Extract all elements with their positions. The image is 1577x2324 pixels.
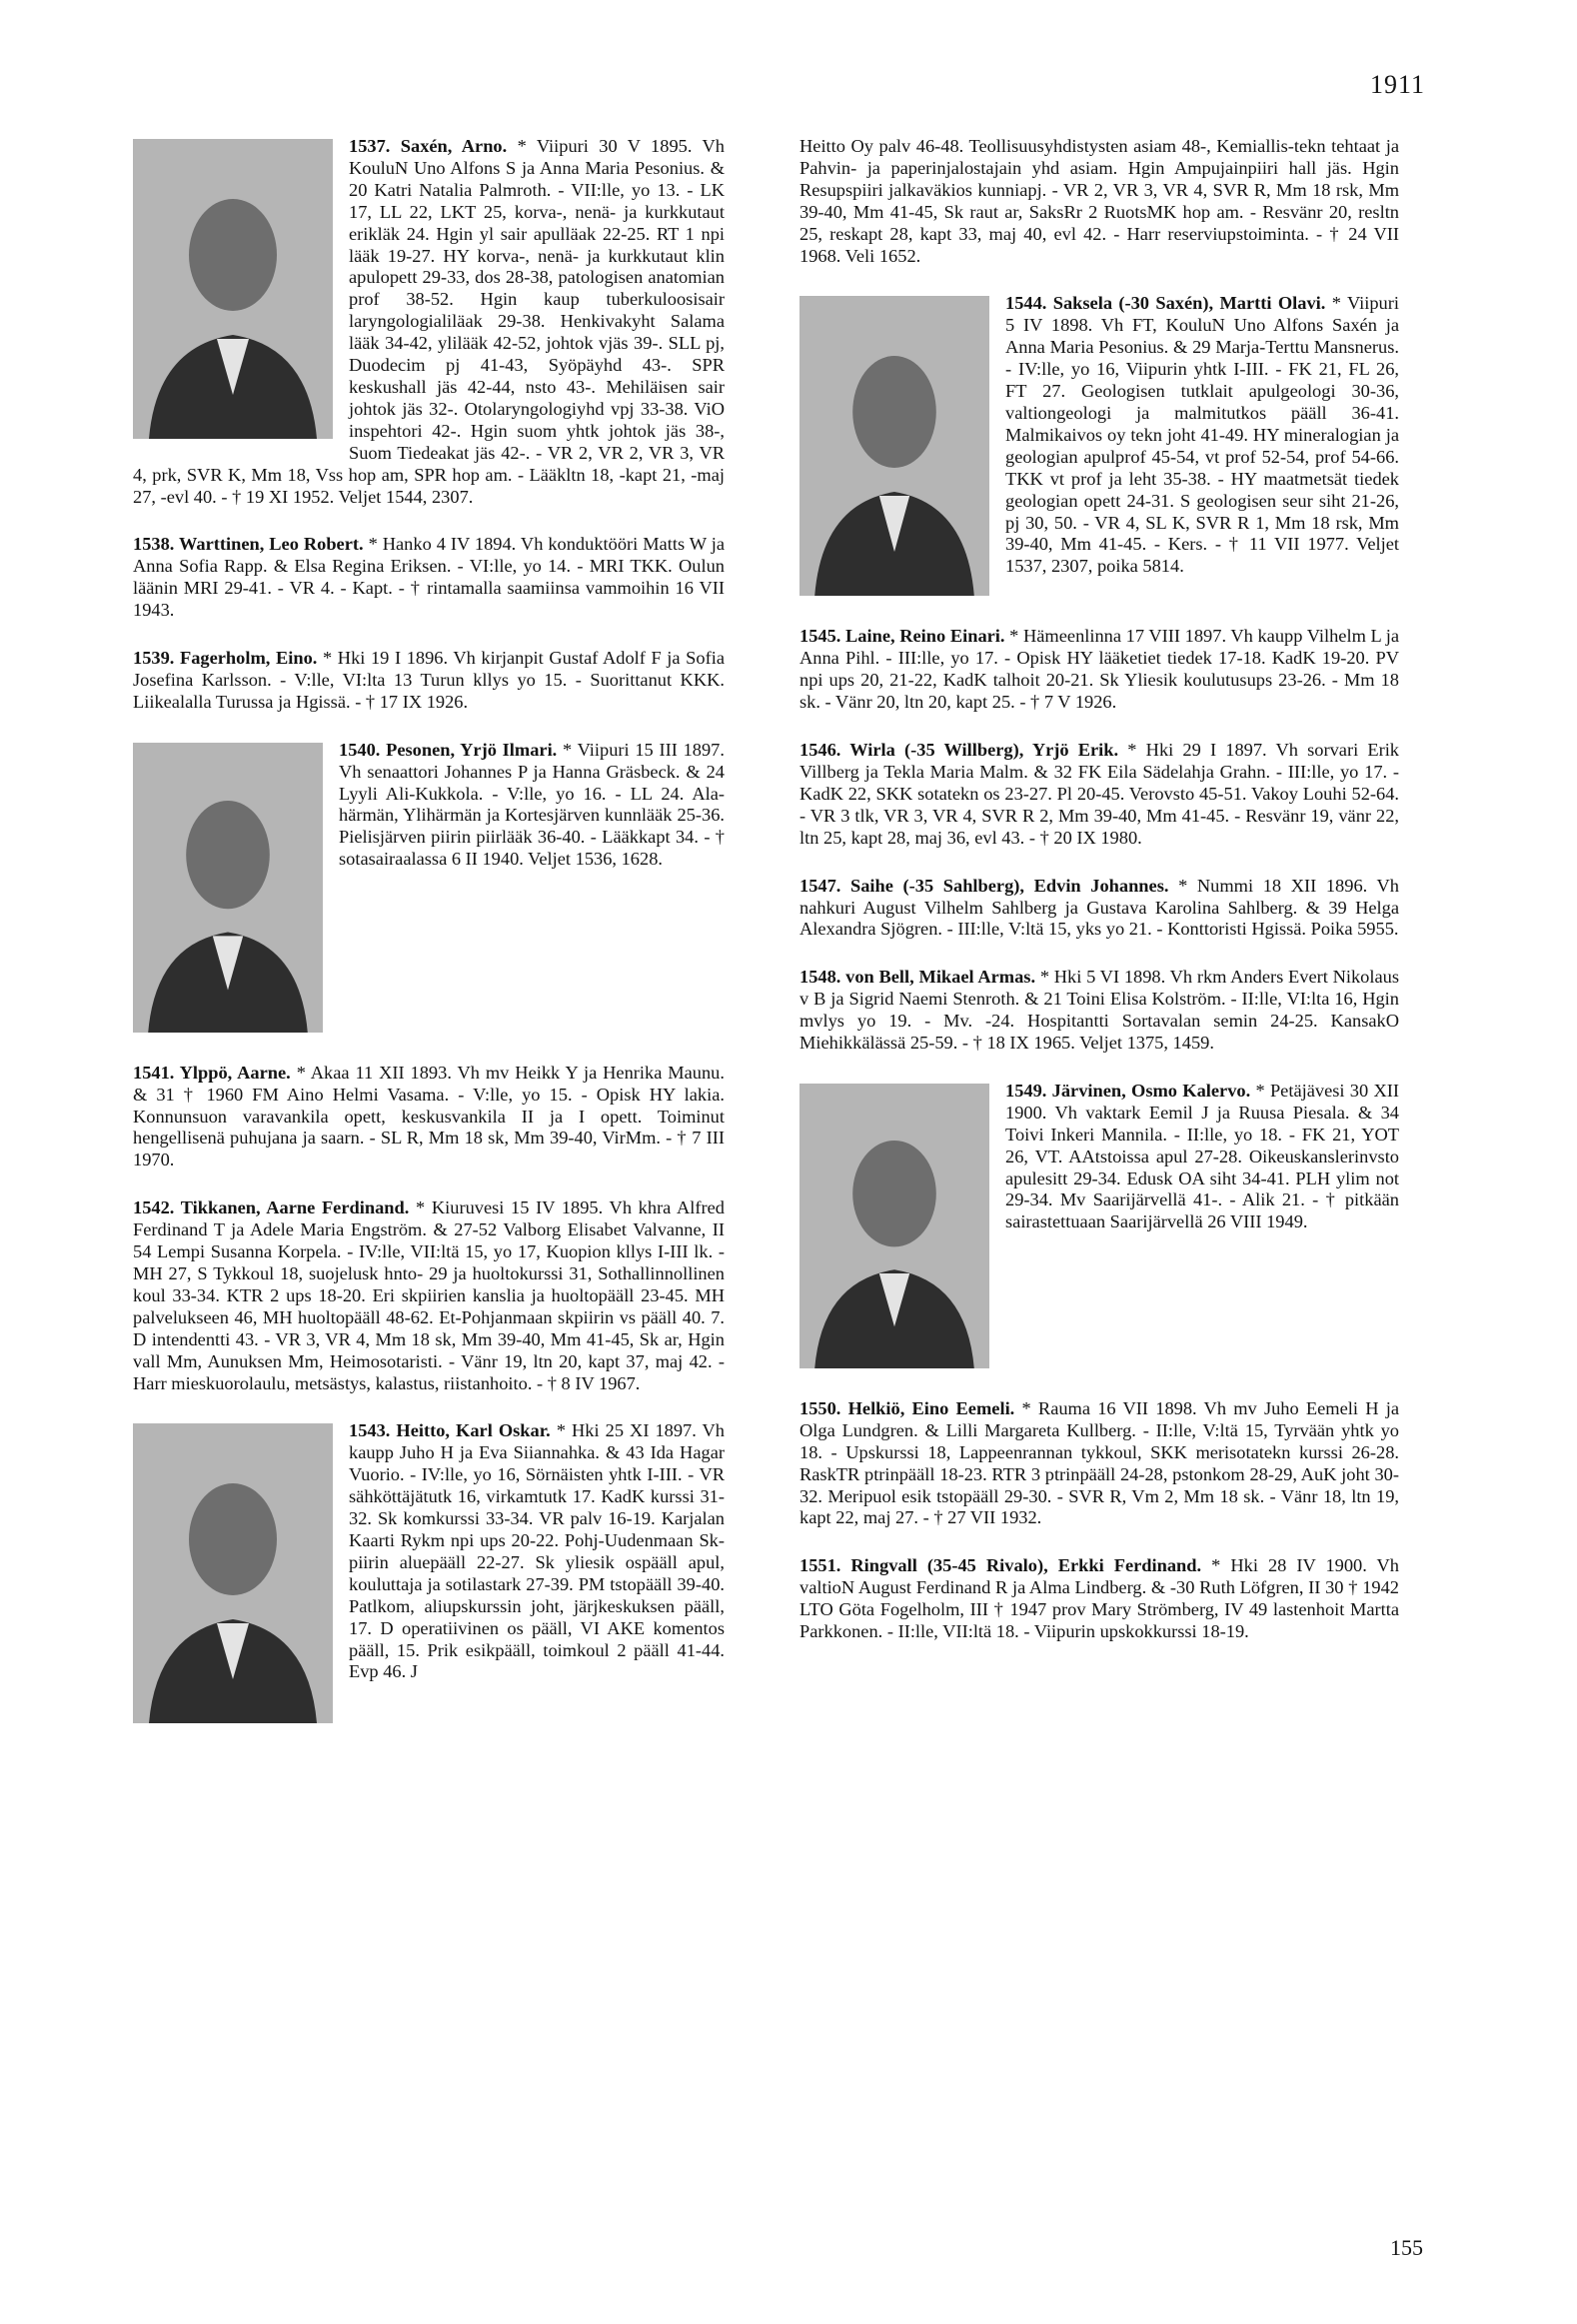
biography-entry xyxy=(133,1420,725,1727)
right-column xyxy=(799,136,1399,1669)
entry-paragraph xyxy=(799,1398,1399,1529)
entry-text: * Hki 25 XI 1897. Vh kaupp Juho H ja Eva Siiannahka. & 43 Ida Hagar Vuorio. - IV:lle, yo 16, Sörnäisten yhtk I-III. - VR sähköttäjätutk 16, virkamtutk 17. KadK kurssi 31-32. Sk komkurssi 33-34. VR palv 16-19. Karjalan Kaarti Rykm npi ups 20-22. Pohj-Uudenmaan Sk-piirin aluepääll 22-27. Sk yliesik ospääll apul, kouluttaja ja sotilastark 27-39. PM tstopääll 39-40. Patlkom, aliupskurssin joht, järjkeskuksen pääll, 17. D operatiivinen os pääll, VI AKE komentos pääll, 15. Prik esikpääll, toimkoul 2 pääll 41-44. Evp 46. J xyxy=(349,1420,725,1682)
portrait-photo xyxy=(799,1084,989,1368)
entry-text: * Viipuri 30 V 1895. Vh KouluN Uno Alfons S ja Anna Maria Pesonius. & 20 Katri Natalia Palmroth. - VII:lle, yo 13. - LK 17, LL 22, LKT 25, korva-, nenä- ja kurkkutaut erikläk 24. Hgin yl sair apulläak 22-25. RT 1 npi lääk 19-27. HY korva-, nenä- ja kurkkutaut klin apulopett 29-33, dos 28-38, patologisen anatomian prof 38-52. Hgin kaup tuberkuloosisair laryngologialiläak 29-38. Henkivakyht Salama lääk 34-42, ylilääk 42-52, johtok vjäs 39-. SLL pj, Duodecim pj 41-43, Syöpäyhd 43-. SPR keskushall jäs 42-44, nsto 43-. Mehiläisen sair johtok jäs 32-. Otolaryngologiyhd vpj 33-38. ViO inspehtori 42-. Hgin suom yhtk johtok jäs 38-, Suom Tiedeakat jäs 42-. - VR 2, VR 2, VR 3, VR 4, prk, SVR K, Mm 18, Vss hop am, SPR hop am. - Lääkltn 18, -kapt 21, -maj 27, -evl 40. - † 19 XI 1952. Veljet 1544, 2307. xyxy=(133,136,725,507)
entry-heading: 1550. Helkiö, Eino Eemeli. xyxy=(799,1397,1015,1418)
entry-text: * Hämeenlinna 17 VIII 1897. Vh kaupp Vilhelm L ja Anna Pihl. - III:lle, yo 17. - Opisk HY lääketiet tiedek 17-18. KadK 19-20. PV npi ups 20, 21-22, KadK talhoit 20-21. Sk Yliesik koulutusups 23-26. - Mm 18 sk. - Vänr 20, ltn 20, kapt 25. - † 7 V 1926. xyxy=(799,626,1399,713)
portrait-photo xyxy=(133,1423,333,1723)
entry-text: * Hki 5 VI 1898. Vh rkm Anders Evert Nikolaus v B ja Sigrid Naemi Stenroth. & 21 Toini Elisa Kolström. - II:lle, VI:lta 16, Hgin mvlys yo 19. - Mv. -24. Hospitantti Sortavalan semin 24-25. KansakO Miehikkälässä 25-59. - † 18 IX 1965. Veljet 1375, 1459. xyxy=(799,967,1399,1054)
entry-text: Heitto Oy palv 46-48. Teollisuusyhdistysten asiam 48-, Kemiallis-tekn tehtaat ja Pahvin- ja paperinjalostajain yhd asiam. Hgin Ampujainpiiri hall jäs. Hgin Resupspiiri jalkaväkios kunniapj. - VR 2, VR 3, VR 4, SVR R, Mm 18 rsk, Mm 39-40, Mm 41-45, Sk raut ar, SaksRr 2 RuotsMK hop am. - Resvänr 20, resltn 25, reskapt 28, kapt 33, maj 40, evl 42. - Harr reserviupstoiminta. - † 24 VII 1968. Veli 1652. xyxy=(799,136,1399,266)
biography-entry xyxy=(799,1398,1399,1529)
entry-text: * Hki 19 I 1896. Vh kirjanpit Gustaf Adolf F ja Sofia Josefina Karlsson. - V:lle, VI:lta 13 Turun kllys yo 15. - Suorittanut KKK. Liikealalla Turussa ja Hgissä. - † 17 IX 1926. xyxy=(133,648,725,712)
biography-entry xyxy=(799,740,1399,850)
entry-text: * Rauma 16 VII 1898. Vh mv Juho Eemeli H ja Olga Lundgren. & Lilli Margareta Kullberg. - II:lle, V:ltä 15, Tyrvään yhtk yo 18. - Upskurssi 18, Lappeenrannan tykkoul, SKK merisotatekn kurssi 26-28. RaskTR ptrinpääll 18-23. RTR 3 ptrinpääll 24-28, pstonkom 28-29, AuK joht 30-32. Meripuol esik tstopääll 29-30. - SVR R, Vm 2, Mm 18 sk. - Vänr 18, ltn 19, kapt 22, maj 27. - † 27 VII 1932. xyxy=(799,1397,1399,1528)
entry-heading: 1542. Tikkanen, Aarne Ferdinand. xyxy=(133,1197,410,1218)
left-column xyxy=(133,136,725,1753)
entry-paragraph xyxy=(799,136,1399,267)
entry-heading: 1549. Järvinen, Osmo Kalervo. xyxy=(1005,1080,1251,1101)
entry-paragraph xyxy=(799,740,1399,850)
entry-heading: 1545. Laine, Reino Einari. xyxy=(799,626,1005,647)
entry-heading: 1538. Warttinen, Leo Robert. xyxy=(133,534,364,555)
biography-entry xyxy=(799,293,1399,600)
entry-paragraph xyxy=(133,1063,725,1172)
biography-entry xyxy=(799,1081,1399,1372)
page-number: 155 xyxy=(1390,2235,1423,2260)
biography-entry xyxy=(133,740,725,1037)
entry-heading: 1537. Saxén, Arno. xyxy=(349,136,508,156)
biography-entry xyxy=(133,534,725,622)
biography-entry xyxy=(799,1555,1399,1643)
entry-text: * Hanko 4 IV 1894. Vh konduktööri Matts W ja Anna Sofia Rapp. & Elsa Regina Eriksen. - VI:lle, yo 14. - MRI TKK. Oulun läänin MRI 29-41. - VR 4. - Kapt. - † rintamalla saamiinsa vammoihin 16 VII 1943. xyxy=(133,534,725,621)
entry-heading: 1547. Saihe (-35 Sahlberg), Edvin Johannes. xyxy=(799,875,1169,896)
entry-heading: 1539. Fagerholm, Eino. xyxy=(133,648,318,669)
portrait-photo xyxy=(133,743,323,1033)
page-header-year: 1911 xyxy=(1369,70,1425,99)
entry-paragraph xyxy=(133,534,725,622)
biography-entry xyxy=(799,136,1399,267)
entry-heading: 1551. Ringvall (35-45 Rivalo), Erkki Ferdinand. xyxy=(799,1555,1202,1576)
entry-text: * Akaa 11 XII 1893. Vh mv Heikk Y ja Henrika Maunu. & 31 † 1960 FM Aino Helmi Vasama. - V:lle, yo 15. - Opisk HY lakia. Konnunsuon varavankila opett, keskusvankila II ja I opett. Toiminut hengellisenä puhujana ja saarn. - SL R, Mm 18 sk, Mm 39-40, VirMm. - † 7 III 1970. xyxy=(133,1062,725,1170)
portrait-photo xyxy=(133,139,333,439)
entry-text: * Hki 28 IV 1900. Vh valtioN August Ferdinand R ja Alma Lindberg. & -30 Ruth Löfgren, II 30 † 1942 LTO Göta Fogelholm, III † 1947 prov Mary Strömberg, IV 49 lastenhoit Martta Parkkonen. - II:lle, VII:ltä 18. - Viipurin upskokkurssi 18-19. xyxy=(799,1555,1399,1642)
biography-entry xyxy=(799,876,1399,942)
entry-text: * Viipuri 15 III 1897. Vh senaattori Johannes P ja Hanna Gräsbeck. & 24 Lyyli Ali-Kukkola. - V:lle, yo 16. - LL 24. Ala-härmän, Ylihärmän ja Kortesjärven kunnlääk 25-36. Pielisjärven piirin piirlääk 36-40. - Lääkkapt 34. - † sotasairaalassa 6 II 1940. Veljet 1536, 1628. xyxy=(339,739,725,870)
entry-text: * Viipuri 5 IV 1898. Vh FT, KouluN Uno Alfons Saxén ja Anna Maria Pesonius. & 29 Marja-Terttu Mansnerus. - IV:lle, yo 16, Viipurin yhtk I-III. - FK 21, FL 26, FT 27. Geologisen tutklait apulgeologi 30-36, valtiongeologi ja malmitutkos pääll 36-41. Malmikaivos oy tekn joht 41-49. HY mineralogian ja geologian apulprof 45-54, vt prof 52-54, prof 54-66. TKK vt prof ja leht 35-38. - HY maatmetsät tiedek geologian opett 24-31. S geologisen seur siht 21-26, pj 30, 50. - VR 4, SL K, SVR R 1, Mm 18 rsk, Mm 39-40, Mm 41-45. - Kers. - † 11 VII 1977. Veljet 1537, 2307, poika 5814. xyxy=(1005,293,1399,577)
biography-entry xyxy=(133,648,725,714)
entry-heading: 1546. Wirla (-35 Willberg), Yrjö Erik. xyxy=(799,740,1119,761)
entry-heading: 1540. Pesonen, Yrjö Ilmari. xyxy=(339,739,558,760)
entry-paragraph xyxy=(799,967,1399,1055)
biography-entry xyxy=(133,136,725,508)
entry-text: * Nummi 18 XII 1896. Vh nahkuri August Vilhelm Sahlberg ja Gustava Karolina Sahlberg. & 39 Helga Alexandra Sjögren. - III:lle, V:ltä 15, yks yo 21. - Konttoristi Hgissä. Poika 5955. xyxy=(799,875,1399,940)
entry-paragraph xyxy=(799,876,1399,942)
entry-text: * Kiuruvesi 15 IV 1895. Vh khra Alfred Ferdinand T ja Adele Maria Engström. & 27-52 Valborg Elisabet Valvanne, II 54 Lempi Susanna Korpela. - IV:lle, VII:ltä 15, yo 17, Kuopion kllys I-III lk. - MH 27, S Tykkoul 18, suojelusk hnto- 29 ja huoltokurssi 31, Sothallinnollinen koul 33-34. KTR 2 ups 18-20. Eri skpiirien kanslia ja huoltopääll 23-45. MH palvelukseen 46, MH huoltopääll 48-62. Et-Pohjanmaan skpiirin vs pääll 40. 7. D intendentti 43. - VR 3, VR 4, Mm 18 sk, Mm 39-40, Mm 41-45, Sk ar, Hgin vall Mm, Aunuksen Mm, Heimosotaristi. - Vänr 19, ltn 20, kapt 37, maj 42. - Harr mieskuorolaulu, metsästys, kalastus, riistanhoito. - † 8 IV 1967. xyxy=(133,1197,725,1393)
entry-paragraph xyxy=(133,648,725,714)
portrait-photo xyxy=(799,296,989,596)
entry-heading: 1544. Saksela (-30 Saxén), Martti Olavi. xyxy=(1005,293,1326,314)
entry-paragraph xyxy=(799,626,1399,714)
biography-entry xyxy=(133,1063,725,1172)
biography-entry xyxy=(133,1197,725,1394)
entry-heading: 1543. Heitto, Karl Oskar. xyxy=(349,1420,551,1441)
entry-heading: 1541. Ylppö, Aarne. xyxy=(133,1062,291,1083)
biography-entry xyxy=(799,626,1399,714)
entry-paragraph xyxy=(799,1555,1399,1643)
entry-heading: 1548. von Bell, Mikael Armas. xyxy=(799,967,1036,988)
entry-paragraph xyxy=(133,1197,725,1394)
entry-text: * Hki 29 I 1897. Vh sorvari Erik Villberg ja Tekla Maria Malm. & 32 FK Eila Sädelahja Grahn. - III:lle, yo 17. - KadK 22, SKK sotatekn os 23-27. Pl 20-45. Verovsto 45-51. Vakoy Louhi 52-64. - VR 3 tlk, VR 3, VR 4, SVR R 2, Mm 39-40, Mm 41-45. - Resvänr 19, vänr 22, ltn 25, kapt 28, maj 36, evl 43. - † 20 IX 1980. xyxy=(799,740,1399,848)
entry-text: * Petäjävesi 30 XII 1900. Vh vaktark Eemil J ja Ruusa Piesala. & 34 Toivi Inkeri Mannila. - II:lle, yo 18. - FK 21, YOT 26, VT. AAtstoissa apul 27-28. Oikeuskanslerinvsto apulesitt 29-34. Edusk OA siht 34-41. PLH ylim not 29-34. Mv Saarijärvellä 41-. - Alik 21. - † pitkään sairastettuaan Saarijärvellä 26 VIII 1949. xyxy=(1005,1080,1399,1232)
biography-entry xyxy=(799,967,1399,1055)
